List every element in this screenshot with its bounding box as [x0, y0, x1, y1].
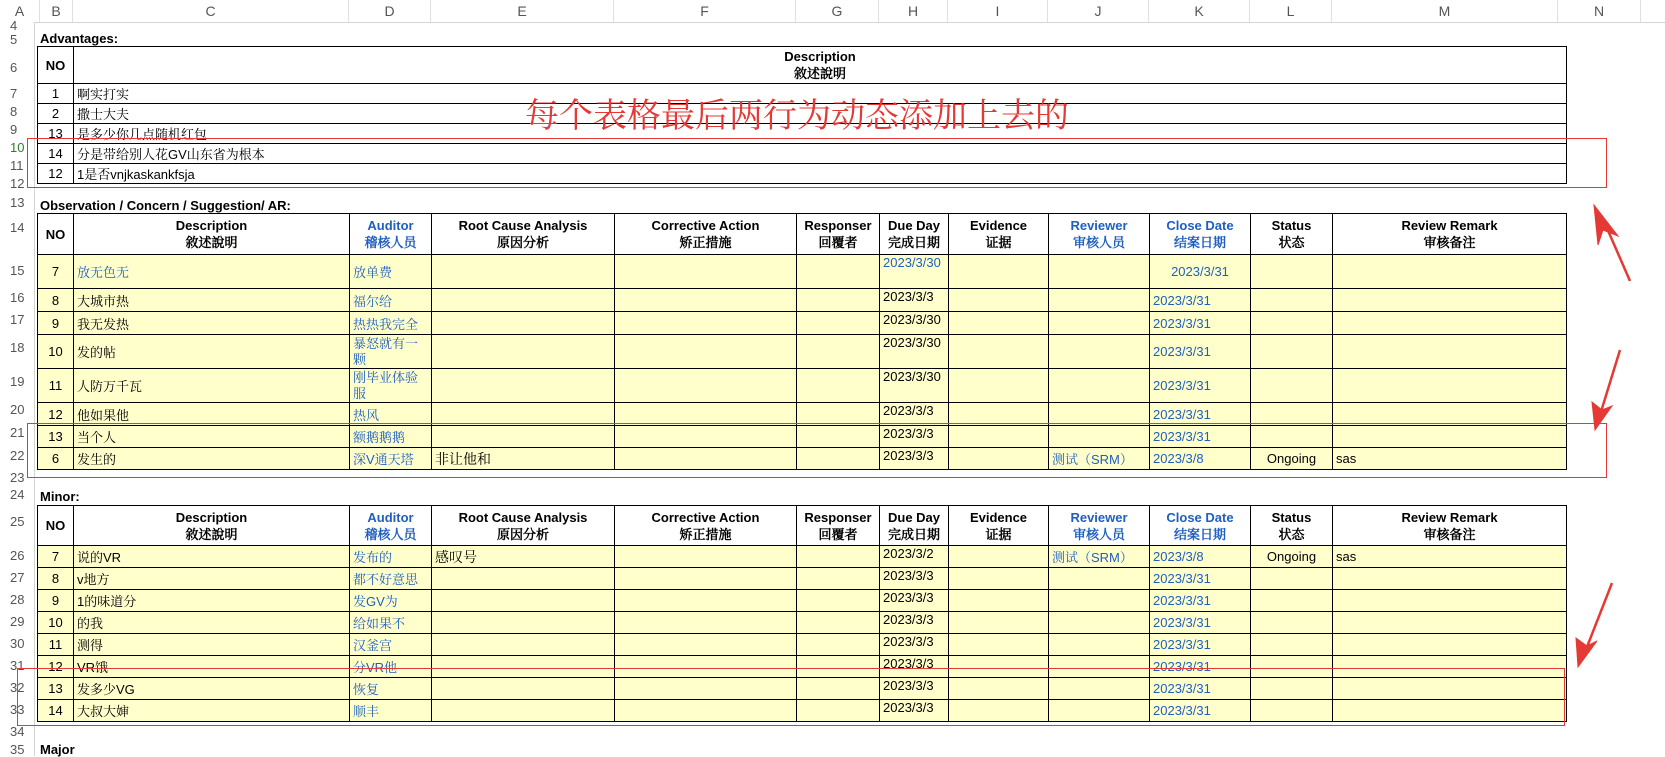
cell-auditor[interactable]: 刚毕业体验服 [350, 369, 432, 403]
cell-due-day[interactable]: 2023/3/3 [880, 634, 949, 656]
row-header[interactable]: 32 [10, 680, 25, 695]
cell-desc[interactable]: 大城市热 [74, 289, 350, 312]
col-header-b[interactable]: B [40, 0, 73, 22]
cell-auditor[interactable]: 分VR他 [350, 656, 432, 678]
cell-no[interactable]: 1 [38, 84, 74, 104]
cell-due-day[interactable]: 2023/3/30 [880, 335, 949, 369]
arrow-1-head [1594, 205, 1618, 245]
cell-close-date[interactable]: 2023/3/8 [1150, 546, 1251, 568]
row-header[interactable]: 35 [10, 742, 25, 757]
h-en: Root Cause Analysis [458, 218, 588, 233]
h-en: Description [175, 218, 248, 233]
row-header[interactable]: 26 [10, 548, 25, 563]
desc-en: Description [784, 49, 856, 64]
cell-desc[interactable]: 发生的 [74, 448, 350, 470]
cell-no[interactable]: 14 [38, 144, 74, 164]
cell-no[interactable]: 12 [38, 164, 74, 184]
h-en: Auditor [367, 509, 414, 525]
cell-desc[interactable]: 的我 [74, 612, 350, 634]
cell-desc[interactable]: 分是带给别人花GV山东省为根本 [74, 144, 1567, 164]
cell-root-cause[interactable]: 非让他和 [432, 448, 615, 470]
cell-root-cause[interactable]: 感叹号 [432, 546, 615, 568]
h-en: Status [1271, 218, 1312, 233]
cell-close-date[interactable]: 2023/3/31 [1150, 312, 1251, 335]
h-en: Close Date [1166, 509, 1234, 525]
cell-due-day[interactable]: 2023/3/3 [880, 568, 949, 590]
row-header[interactable]: 20 [10, 402, 25, 417]
cell-auditor[interactable]: 发布的 [350, 546, 432, 568]
cell-status[interactable]: Ongoing [1251, 448, 1333, 470]
h-cn: 审核备注 [1423, 235, 1476, 250]
cell-close-date[interactable]: 2023/3/31 [1150, 335, 1251, 369]
h-en: Review Remark [1401, 218, 1498, 233]
h-cn: 状态 [1278, 235, 1305, 250]
desc-cn: 敘述說明 [793, 66, 846, 81]
cell-close-date[interactable]: 2023/3/31 [1150, 634, 1251, 656]
cell-no[interactable]: 12 [38, 403, 74, 426]
cell-auditor[interactable]: 额鹅鹅鹅 [350, 426, 432, 448]
cell-no[interactable]: 8 [38, 289, 74, 312]
cell-desc[interactable]: 大叔大婶 [74, 700, 350, 722]
h-cn: 结案日期 [1173, 526, 1226, 542]
cell-due-day[interactable]: 2023/3/3 [880, 678, 949, 700]
section-title-advantages: Advantages: [40, 31, 119, 46]
row-header[interactable]: 31 [10, 658, 25, 673]
cell-due-day[interactable]: 2023/3/30 [880, 255, 949, 289]
cell-desc[interactable]: v地方 [74, 568, 350, 590]
h-cn: 稽核人员 [364, 235, 417, 250]
h-cn: 完成日期 [887, 235, 940, 250]
row-header[interactable]: 16 [10, 290, 25, 305]
cell-close-date[interactable]: 2023/3/31 [1150, 289, 1251, 312]
cell-reviewer[interactable]: 测试（SRM） [1049, 448, 1150, 470]
cell-no[interactable]: 7 [38, 546, 74, 568]
h-en: Reviewer [1070, 218, 1128, 233]
annotation-note: 每个表格最后两行为动态添加上去的 [525, 96, 1069, 136]
row-header[interactable]: 30 [10, 636, 25, 651]
row-header[interactable]: 23 [10, 470, 25, 485]
cell-auditor[interactable]: 深V通天塔 [350, 448, 432, 470]
row-header[interactable]: 10 [10, 140, 25, 155]
section-title-minor: Minor: [40, 489, 80, 504]
cell-desc[interactable]: 我无发热 [74, 312, 350, 335]
h-cn: 原因分析 [496, 526, 549, 542]
h-en: Due Day [887, 509, 941, 525]
col-header-k[interactable]: K [1149, 0, 1250, 22]
arrow-3-shaft [1585, 583, 1612, 652]
h-en: Reviewer [1070, 509, 1128, 525]
row-header[interactable]: 11 [10, 158, 24, 173]
cell-close-date[interactable]: 2023/3/31 [1150, 426, 1251, 448]
col-header-i[interactable]: I [948, 0, 1048, 22]
cell-no[interactable]: 10 [38, 335, 74, 369]
h-cn: 证据 [985, 526, 1012, 542]
col-header-c[interactable]: C [73, 0, 349, 22]
row-header[interactable]: 8 [10, 104, 18, 119]
row-header[interactable]: 22 [10, 448, 25, 463]
cell-no[interactable]: 11 [38, 634, 74, 656]
header-no[interactable]: NO [38, 214, 74, 255]
cell-no[interactable]: 14 [38, 700, 74, 722]
cell-no[interactable]: 12 [38, 656, 74, 678]
cell-auditor[interactable]: 汉釜宫 [350, 634, 432, 656]
cell-no[interactable]: 8 [38, 568, 74, 590]
row-header[interactable]: 21 [10, 425, 25, 440]
cell-desc[interactable]: 测得 [74, 634, 350, 656]
cell-no[interactable]: 13 [38, 124, 74, 144]
cell-desc[interactable]: 人防万千瓦 [74, 369, 350, 403]
cell-no[interactable]: 7 [38, 255, 74, 289]
cell-due-day[interactable]: 2023/3/30 [880, 312, 949, 335]
row-header[interactable]: 5 [10, 32, 18, 47]
cell-review-remark[interactable]: sas [1333, 448, 1567, 470]
row-header[interactable]: 28 [10, 592, 25, 607]
cell-auditor[interactable]: 顺丰 [350, 700, 432, 722]
section-title-observation: Observation / Concern / Suggestion/ AR: [40, 198, 291, 213]
cell-auditor[interactable]: 发GV为 [350, 590, 432, 612]
row-header[interactable]: 15 [10, 263, 25, 278]
cell-close-date[interactable]: 2023/3/31 [1150, 700, 1251, 722]
row-header[interactable]: 18 [10, 340, 25, 355]
h-en: Responser [804, 218, 872, 233]
cell-desc[interactable]: 发的帖 [74, 335, 350, 369]
cell-close-date[interactable]: 2023/3/31 [1150, 612, 1251, 634]
h-en: Review Remark [1401, 509, 1498, 525]
col-header-m[interactable]: M [1332, 0, 1558, 22]
cell-desc[interactable]: 当个人 [74, 426, 350, 448]
cell-due-day[interactable]: 2023/3/3 [880, 590, 949, 612]
col-header-g[interactable]: G [796, 0, 879, 22]
row-header[interactable]: 33 [10, 702, 25, 717]
h-en: Corrective Action [651, 218, 760, 233]
cell-desc[interactable]: 啊实打实 [74, 84, 1567, 104]
h-en: Evidence [969, 218, 1028, 233]
h-en: Due Day [887, 218, 941, 233]
cell-due-day[interactable]: 2023/3/3 [880, 700, 949, 722]
cell-no[interactable]: 10 [38, 612, 74, 634]
cell-no[interactable]: 13 [38, 678, 74, 700]
cell-desc[interactable]: 1是否vnjkaskankfsja [74, 164, 1567, 184]
cell-due-day[interactable]: 2023/3/30 [880, 369, 949, 403]
row-header[interactable]: 14 [10, 220, 25, 235]
row-header[interactable]: 25 [10, 514, 25, 529]
cell-auditor[interactable]: 暴怒就有一颗 [350, 335, 432, 369]
section-title-major: Major [40, 742, 75, 757]
h-cn: 敘述說明 [185, 526, 238, 542]
cell-auditor[interactable]: 都不好意思 [350, 568, 432, 590]
cell-desc[interactable]: 放无色无 [74, 255, 350, 289]
row-header[interactable]: 13 [10, 195, 25, 210]
cell-no[interactable]: 6 [38, 448, 74, 470]
col-header-f[interactable]: F [614, 0, 796, 22]
cell-due-day[interactable]: 2023/3/3 [880, 612, 949, 634]
h-en: Auditor [367, 218, 414, 233]
cell-auditor[interactable]: 恢复 [350, 678, 432, 700]
h-cn: 原因分析 [496, 235, 549, 250]
cell-close-date[interactable]: 2023/3/31 [1150, 403, 1251, 426]
row-header[interactable]: 34 [10, 724, 25, 739]
cell-due-day[interactable]: 2023/3/3 [880, 289, 949, 312]
h-cn: 结案日期 [1173, 235, 1226, 250]
cell-desc[interactable]: 发多少VG [74, 678, 350, 700]
cell-auditor[interactable]: 热热我完全 [350, 312, 432, 335]
h-cn: 证据 [985, 235, 1012, 250]
row-header[interactable]: 19 [10, 374, 25, 389]
h-cn: 完成日期 [887, 526, 940, 542]
cell-due-day[interactable]: 2023/3/3 [880, 656, 949, 678]
header-no[interactable]: NO [38, 47, 74, 84]
cell-desc[interactable]: 说的VR [74, 546, 350, 568]
cell-due-day[interactable]: 2023/3/3 [880, 448, 949, 470]
header-no[interactable]: NO [38, 506, 74, 546]
cell-desc[interactable]: 他如果他 [74, 403, 350, 426]
h-cn: 审核备注 [1423, 526, 1476, 542]
cell-auditor[interactable]: 给如果不 [350, 612, 432, 634]
h-en: Close Date [1166, 218, 1234, 233]
col-header-e[interactable]: E [431, 0, 614, 22]
cell-reviewer[interactable]: 测试（SRM） [1049, 546, 1150, 568]
cell-no[interactable]: 11 [38, 369, 74, 403]
cell-desc[interactable]: 撒士大夫 [74, 104, 1567, 124]
h-cn: 回覆者 [818, 526, 858, 542]
cell-close-date[interactable]: 2023/3/31 [1150, 255, 1251, 289]
row-header[interactable]: 12 [10, 176, 25, 191]
cell-due-day[interactable]: 2023/3/3 [880, 426, 949, 448]
col-header-h[interactable]: H [879, 0, 948, 22]
row-header[interactable]: 24 [10, 487, 25, 502]
h-en: Description [175, 509, 248, 525]
h-en: Responser [804, 509, 872, 525]
cell-close-date[interactable]: 2023/3/31 [1150, 369, 1251, 403]
arrow-3-head [1576, 638, 1597, 667]
h-en: Corrective Action [651, 509, 760, 525]
h-en: Root Cause Analysis [458, 509, 588, 525]
cell-close-date[interactable]: 2023/3/8 [1150, 448, 1251, 470]
h-cn: 敘述說明 [185, 235, 238, 250]
cell-auditor[interactable]: 福尔给 [350, 289, 432, 312]
cell-close-date[interactable]: 2023/3/31 [1150, 568, 1251, 590]
cell-no[interactable]: 9 [38, 590, 74, 612]
arrow-2-shaft [1600, 350, 1620, 415]
col-header-n[interactable]: N [1558, 0, 1641, 22]
row-header[interactable]: 27 [10, 570, 25, 585]
row-header[interactable]: 17 [10, 312, 25, 327]
cell-auditor[interactable]: 热风 [350, 403, 432, 426]
row-header[interactable]: 9 [10, 122, 18, 137]
cell-close-date[interactable]: 2023/3/31 [1150, 678, 1251, 700]
col-header-d[interactable]: D [349, 0, 431, 22]
cell-close-date[interactable]: 2023/3/31 [1150, 590, 1251, 612]
h-en: Status [1271, 509, 1312, 525]
h-cn: 审核人员 [1072, 235, 1125, 250]
col-header-l[interactable]: L [1250, 0, 1332, 22]
cell-auditor[interactable]: 放单费 [350, 255, 432, 289]
row-header[interactable]: 6 [10, 60, 18, 75]
h-cn: 稽核人员 [364, 526, 417, 542]
cell-no[interactable]: 2 [38, 104, 74, 124]
cell-close-date[interactable]: 2023/3/31 [1150, 656, 1251, 678]
cell-review-remark[interactable]: sas [1333, 546, 1567, 568]
h-en: Evidence [969, 509, 1028, 525]
cell-desc[interactable]: VR饿 [74, 656, 350, 678]
cell-due-day[interactable]: 2023/3/3 [880, 403, 949, 426]
h-cn: 审核人员 [1072, 526, 1125, 542]
col-header-a[interactable]: A [0, 0, 40, 22]
h-cn: 状态 [1278, 526, 1305, 542]
cell-desc[interactable]: 是多少你几点随机红包 [74, 124, 1567, 144]
h-cn: 矫正措施 [679, 526, 732, 542]
cell-status[interactable]: Ongoing [1251, 546, 1333, 568]
row-header[interactable]: 4 [10, 18, 18, 33]
cell-due-day[interactable]: 2023/3/2 [880, 546, 949, 568]
h-cn: 矫正措施 [679, 235, 732, 250]
cell-desc[interactable]: 1的味道分 [74, 590, 350, 612]
cell-no[interactable]: 9 [38, 312, 74, 335]
row-header[interactable]: 29 [10, 614, 25, 629]
row-header[interactable]: 7 [10, 86, 18, 101]
col-header-j[interactable]: J [1048, 0, 1149, 22]
h-cn: 回覆者 [818, 235, 858, 250]
cell-no[interactable]: 13 [38, 426, 74, 448]
